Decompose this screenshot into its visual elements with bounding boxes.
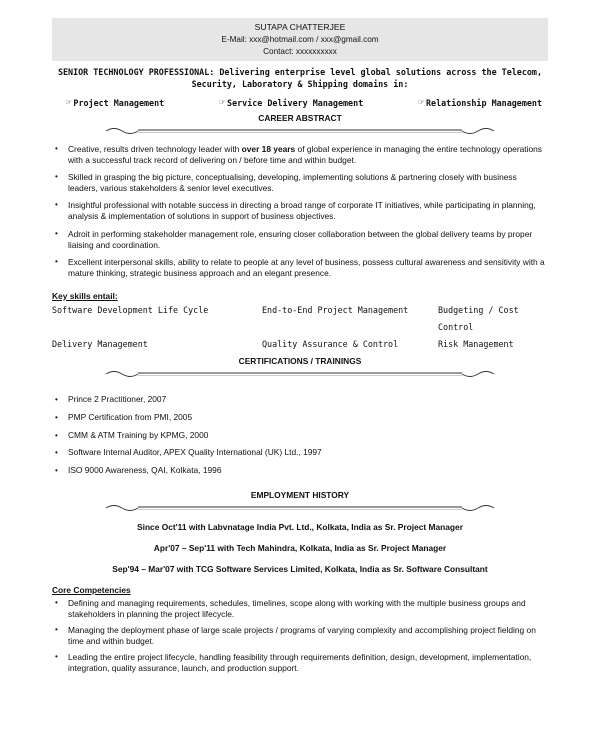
- skill-item: Delivery Management: [52, 338, 148, 349]
- resume-header: [52, 18, 548, 61]
- skill-item: Software Development Life Cycle: [52, 304, 209, 315]
- hand-pointer-icon: ☞: [418, 98, 425, 108]
- list-item: • Leading the entire project lifecycle, handling feasibility through requirements definition, design, development, implementation, integration, quality assurance, launch, and production support.: [55, 652, 532, 674]
- certifications-list: [52, 391, 548, 480]
- ornamental-divider: [100, 367, 500, 381]
- employment-item: Sep'94 – Mar'07 with TCG Software Services Limited, Kolkata, India as Sr. Software Consultant: [112, 563, 488, 574]
- certifications-title: CERTIFICATIONS / TRAININGS: [238, 355, 362, 366]
- bullet-icon: •: [55, 394, 58, 404]
- bullet-icon: •: [55, 625, 58, 635]
- bullet-icon: •: [55, 256, 58, 266]
- bullet-icon: •: [55, 430, 58, 440]
- career-abstract-title: CAREER ABSTRACT: [258, 113, 342, 123]
- list-item: • Managing the deployment phase of large scale projects / programs of varying complexity and accomplishing project fielding on time and within budget.: [55, 625, 536, 647]
- employment-item: Apr'07 – Sep'11 with Tech Mahindra, Kolkata, India as Sr. Project Manager: [153, 542, 447, 553]
- ornamental-divider: [100, 124, 500, 138]
- employment-list: [52, 517, 548, 580]
- focus-areas: [52, 97, 548, 109]
- list-item: • Skilled in grasping the big picture, conceptualising, developing, implementing solutions & partnering closely with business leaders, various stakeholders & senior level executives.: [55, 172, 517, 194]
- hand-pointer-icon: ☞: [66, 98, 72, 108]
- career-abstract-list: [52, 144, 548, 279]
- ornamental-divider: [100, 501, 500, 515]
- candidate-name: SUTAPA CHATTERJEE: [254, 22, 346, 32]
- skill-item: End-to-End Project Management: [262, 304, 409, 315]
- key-skills-title: Key skills entail:: [52, 290, 118, 301]
- core-competencies-title: Core Competencies: [52, 584, 131, 595]
- skills-row: [52, 302, 548, 336]
- employment-history-title: EMPLOYMENT HISTORY: [250, 489, 350, 500]
- hand-pointer-icon: ☞: [219, 98, 226, 108]
- list-item: • Defining and managing requirements, schedules, timelines, scope along with working with the multiple business groups and stakeholders in planning the project lifecycle.: [55, 597, 526, 620]
- skill-item: Quality Assurance & Control: [262, 338, 399, 349]
- professional-summary: SENIOR TECHNOLOGY PROFESSIONAL: Delivering enterprise level global solutions across the Telecom, Security, Laboratory & Shipping domains in:: [57, 67, 543, 89]
- email-line: E-Mail: xxx@hotmail.com / xxx@gmail.com: [221, 35, 379, 44]
- core-competencies-list: [52, 598, 548, 675]
- bullet-icon: •: [55, 448, 58, 458]
- employment-item: Since Oct'11 with Labvnatage India Pvt. Ltd., Kolkata, India as Sr. Project Manager: [137, 521, 463, 532]
- list-item: • Excellent interpersonal skills, ability to relate to people at any level of business, possess cultural awareness and sensitivity with a mature thinking, strategic business approach and an elegant presence.: [55, 256, 545, 278]
- skill-item: Budgeting / Cost Control: [438, 304, 519, 332]
- bullet-icon: •: [55, 597, 58, 607]
- list-item: • Software Internal Auditor, APEX Quality International (UK) Ltd., 1997: [68, 444, 548, 462]
- focus-item: ☞ Service Delivery Management: [219, 98, 364, 108]
- list-item: • Prince 2 Practitioner, 2007: [68, 391, 548, 409]
- focus-item: ☞ Relationship Management: [418, 98, 542, 108]
- bullet-icon: •: [55, 228, 58, 238]
- contact-line: Contact: xxxxxxxxxx: [263, 47, 337, 56]
- skill-item: Risk Management: [438, 338, 514, 349]
- bullet-icon: •: [55, 412, 58, 422]
- bullet-icon: •: [55, 200, 58, 210]
- resume-page: [0, 18, 600, 730]
- key-skills-grid: [52, 302, 548, 353]
- list-item: • Creative, results driven technology leader with over 18 years of global experience in managing the entire technology operations with a successful track record of delivering on / before time and within budget.: [55, 144, 542, 166]
- list-item: • ISO 9000 Awareness, QAI, Kolkata, 1996: [68, 462, 548, 480]
- list-item: • PMP Certification from PMI, 2005: [68, 409, 548, 427]
- bullet-icon: •: [55, 144, 58, 153]
- list-item: • CMM & ATM Training by KPMG, 2000: [68, 427, 548, 445]
- bullet-icon: •: [55, 466, 58, 476]
- bullet-icon: •: [55, 172, 58, 182]
- skills-row: [52, 336, 548, 353]
- list-item: • Insightful professional with notable success in directing a broad range of corporate IT initiatives, while participating in planning, analysis & implementation of solutions in support of business objectives.: [55, 200, 536, 222]
- focus-item: ☞ Project Management: [66, 98, 165, 108]
- list-item: • Adroit in performing stakeholder management role, ensuring closer collaboration between the global delivery teams by proper liaising and coordination.: [55, 228, 533, 250]
- bullet-icon: •: [55, 652, 58, 662]
